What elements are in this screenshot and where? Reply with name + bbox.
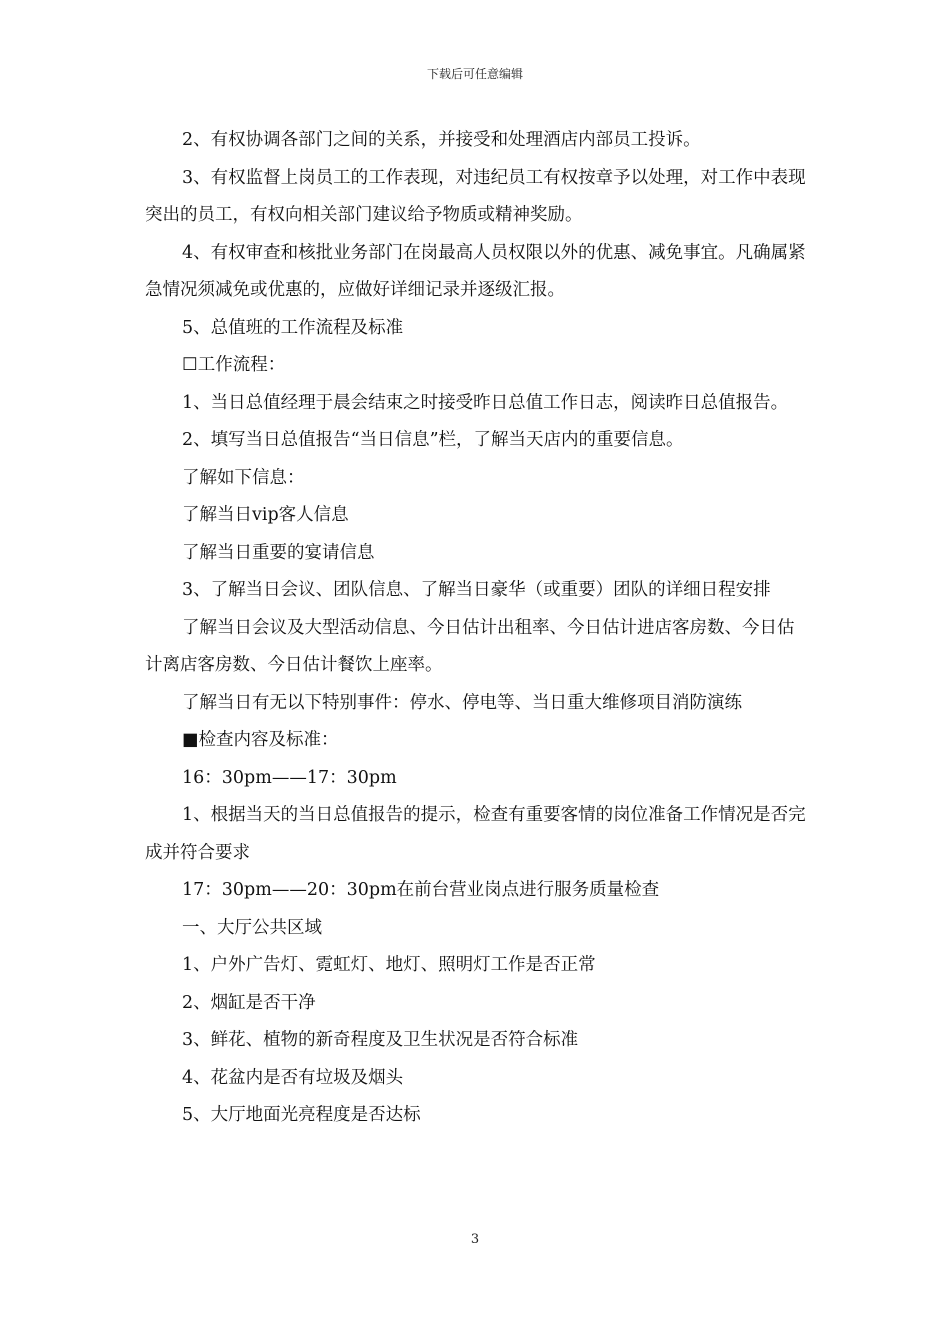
paragraph: 5、大厅地面光亮程度是否达标 [182,1105,421,1125]
paragraph: 17：30pm——20：30pm在前台营业岗点进行服务质量检查 [182,880,660,900]
paragraph: ■检查内容及标准： [182,730,339,750]
paragraph: 了解如下信息： [182,467,305,488]
paragraph: 了解当日重要的宴请信息 [182,542,375,563]
paragraph: 4、有权审查和核批业务部门在岗最高人员权限以外的优惠、减免事宜。凡确属紧急情况须减免或优惠的，应做好详细记录并逐级汇报。 [145,242,806,300]
paragraph: 1、当日总值经理于晨会结束之时接受昨日总值工作日志，阅读昨日总值报告。 [182,392,789,413]
paragraph: 16：30pm——17：30pm [182,767,397,788]
paragraph: 2、烟缸是否干净 [182,992,316,1013]
paragraph: 3、有权监督上岗员工的工作表现，对违纪员工有权按章予以处理，对工作中表现突出的员工，有权向相关部门建议给予物质或精神奖励。 [145,167,806,225]
paragraph: 4、花盆内是否有垃圾及烟头 [182,1067,404,1088]
paragraph: 5、总值班的工作流程及标准 [182,317,404,338]
paragraph: 了解当日会议及大型活动信息、今日估计出租率、今日估计进店客房数、今日估计离店客房数、今日估计餐饮上座率。 [145,617,795,675]
page-header: 下载后可任意编辑 [426,67,523,81]
paragraph: 2、填写当日总值报告“当日信息”栏，了解当天店内的重要信息。 [182,430,684,450]
paragraph: 3、鲜花、植物的新奇程度及卫生状况是否符合标准 [182,1030,579,1050]
paragraph: 1、根据当天的当日总值报告的提示，检查有重要客情的岗位准备工作情况是否完成并符合要求 [145,805,806,863]
paragraph: 了解当日有无以下特别事件：停水、停电等、当日重大维修项目消防演练 [182,692,742,713]
paragraph: 1、户外广告灯、霓虹灯、地灯、照明灯工作是否正常 [182,955,596,975]
paragraph: 一、大厅公共区域 [182,917,322,938]
paragraph: 3、了解当日会议、团队信息、了解当日豪华（或重要）团队的详细日程安排 [182,580,771,600]
document-body [145,122,809,1135]
paragraph: 2、有权协调各部门之间的关系，并接受和处理酒店内部员工投诉。 [182,130,701,150]
page-number: 3 [470,1232,480,1247]
paragraph: 了解当日vip客人信息 [182,505,349,525]
paragraph: ☐工作流程： [182,355,286,375]
